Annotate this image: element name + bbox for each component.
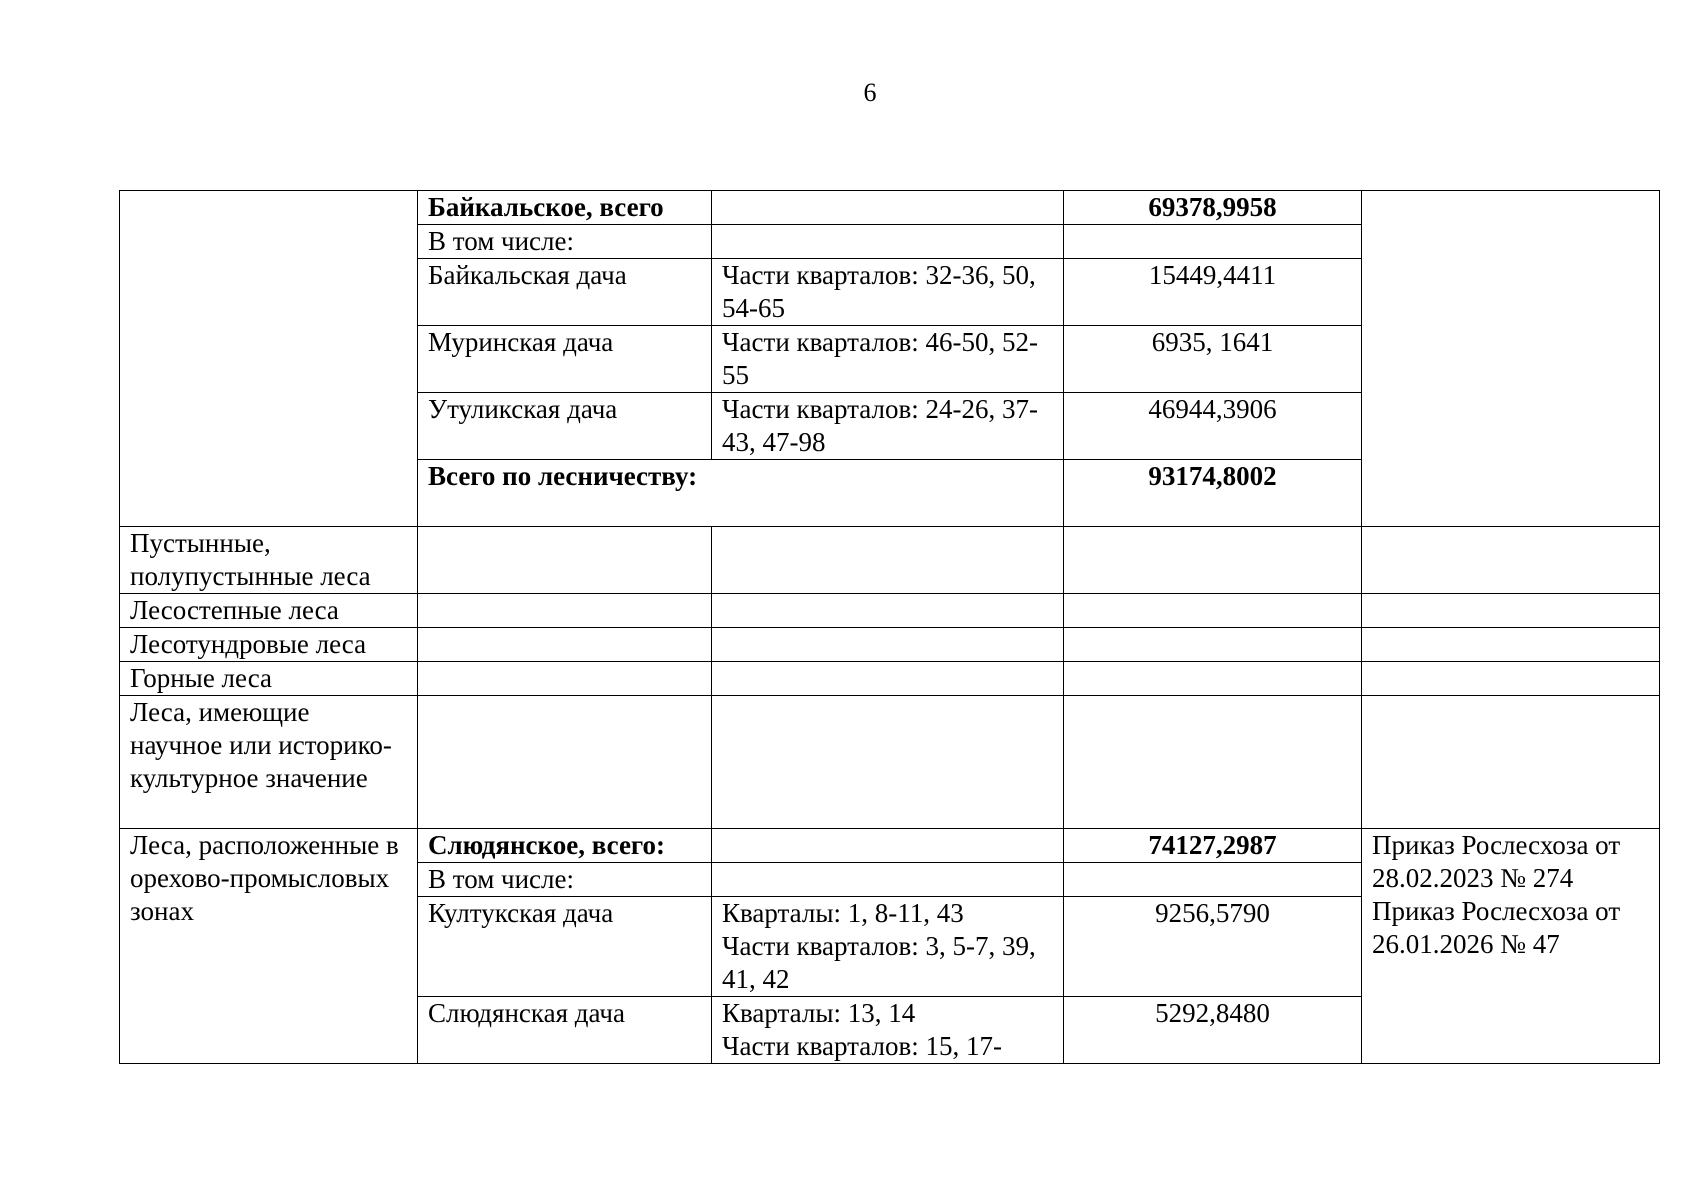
- dacha-quarters: Части кварталов: 46-50, 52-55: [712, 326, 1064, 393]
- table-row: [120, 662, 1660, 696]
- empty-cell: [712, 863, 1064, 897]
- empty-cell: [712, 594, 1064, 628]
- baikal-total-label: Байкальское, всего: [418, 191, 712, 225]
- empty-cell: [1362, 527, 1660, 594]
- empty-cell: [712, 527, 1064, 594]
- quarters-line: Кварталы: 13, 14: [722, 998, 916, 1028]
- empty-cell: [1064, 863, 1362, 897]
- table-row: [120, 829, 1660, 863]
- dacha-area: 9256,5790: [1064, 897, 1362, 997]
- dacha-name: Слюдянская дача: [418, 997, 712, 1064]
- empty-cell: [712, 628, 1064, 662]
- empty-cell: [1362, 594, 1660, 628]
- quarters-line: Кварталы: 1, 8-11, 43: [722, 898, 964, 928]
- category-label: Лесостепные леса: [120, 594, 418, 628]
- dacha-name: Култукская дача: [418, 897, 712, 997]
- table-row: [120, 594, 1660, 628]
- dacha-quarters: [712, 897, 1064, 997]
- empty-cell: [712, 829, 1064, 863]
- empty-category-cell: [120, 191, 418, 527]
- empty-cell: [1362, 696, 1660, 829]
- empty-cell: [1362, 628, 1660, 662]
- forest-table: [119, 190, 1660, 1064]
- dacha-quarters: [712, 997, 1064, 1064]
- order-reference: Приказ Рослесхоза от 28.02.2023 № 274: [1372, 830, 1621, 893]
- table-row: [120, 191, 1660, 225]
- empty-cell: [712, 191, 1064, 225]
- dacha-quarters: Части кварталов: 32-36, 50, 54-65: [712, 259, 1064, 326]
- empty-cell: [1064, 225, 1362, 259]
- sludyanka-in-that-label: В том числе:: [418, 863, 712, 897]
- empty-cell: [1064, 628, 1362, 662]
- order-reference: Приказ Рослесхоза от 26.01.2026 № 47: [1372, 896, 1621, 959]
- table-row: [120, 527, 1660, 594]
- empty-cell: [1064, 696, 1362, 829]
- page-number: 6: [863, 78, 877, 107]
- sludyanka-total-value: 74127,2987: [1064, 829, 1362, 863]
- category-label: Леса, имеющие научное или историко-культурное значение: [120, 696, 418, 829]
- dacha-name: Утуликская дача: [418, 393, 712, 460]
- empty-cell: [1064, 594, 1362, 628]
- category-label: Леса, расположенные в орехово-промысловых зонах: [120, 829, 418, 1064]
- category-label: Горные леса: [120, 662, 418, 696]
- baikal-total-value: 69378,9958: [1064, 191, 1362, 225]
- dacha-area: 6935, 1641: [1064, 326, 1362, 393]
- dacha-area: 46944,3906: [1064, 393, 1362, 460]
- table-row: [120, 628, 1660, 662]
- dacha-area: 5292,8480: [1064, 997, 1362, 1064]
- empty-order-cell: [1362, 191, 1660, 527]
- dacha-area: 15449,4411: [1064, 259, 1362, 326]
- table-row: [120, 696, 1660, 829]
- category-label: Пустынные, полупустынные леса: [120, 527, 418, 594]
- empty-cell: [418, 594, 712, 628]
- empty-cell: [1064, 527, 1362, 594]
- dacha-name: Муринская дача: [418, 326, 712, 393]
- quarters-line: Части кварталов: 15, 17-: [722, 1031, 1002, 1061]
- sludyanka-total-label: Слюдянское, всего:: [418, 829, 712, 863]
- category-label: Лесотундровые леса: [120, 628, 418, 662]
- empty-cell: [712, 696, 1064, 829]
- orders-cell: [1362, 829, 1660, 1064]
- dacha-quarters: Части кварталов: 24-26, 37-43, 47-98: [712, 393, 1064, 460]
- empty-cell: [1362, 662, 1660, 696]
- empty-cell: [712, 225, 1064, 259]
- empty-cell: [1064, 662, 1362, 696]
- empty-cell: [418, 628, 712, 662]
- dacha-name: Байкальская дача: [418, 259, 712, 326]
- empty-cell: [712, 662, 1064, 696]
- baikal-in-that-label: В том числе:: [418, 225, 712, 259]
- empty-cell: [418, 662, 712, 696]
- empty-cell: [418, 696, 712, 829]
- empty-cell: [418, 527, 712, 594]
- forestry-total-label: Всего по лесничеству:: [418, 460, 1064, 527]
- quarters-line: Части кварталов: 3, 5-7, 39, 41, 42: [722, 931, 1036, 994]
- forestry-total-value: 93174,8002: [1064, 460, 1362, 527]
